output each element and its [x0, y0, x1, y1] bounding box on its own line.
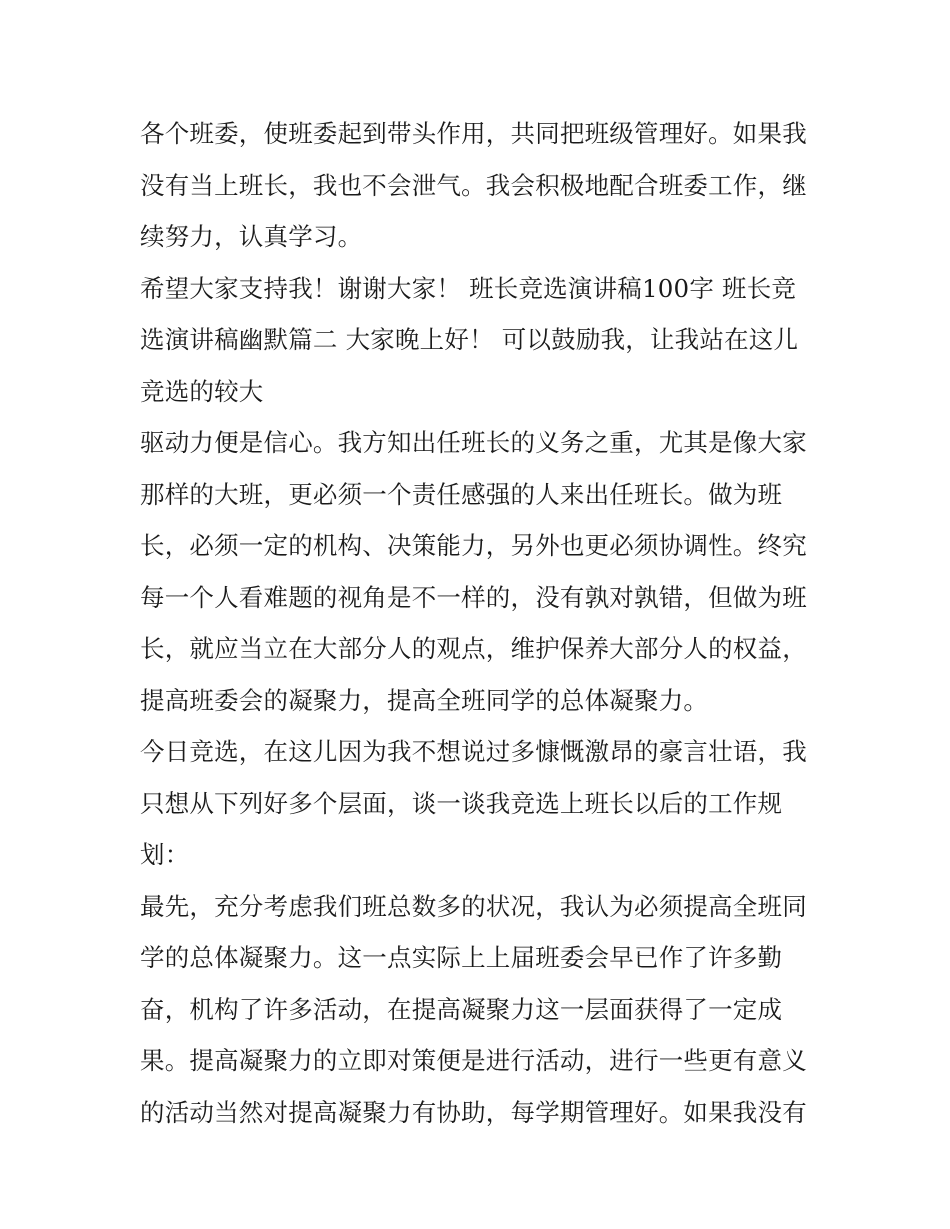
- paragraph-4: 今日竞选，在这儿因为我不想说过多慷慨激昂的豪言壮语，我只想从下列好多个层面，谈一谈我竞选上班长以后的工作规划：: [140, 737, 807, 869]
- paragraph-1: 各个班委，使班委起到带头作用，共同把班级管理好。如果我没有当上班长，我也不会泄气。我会积极地配合班委工作，继续努力，认真学习。: [140, 119, 807, 251]
- paragraph-2: 希望大家支持我！谢谢大家！ 班长竞选演讲稿100字 班长竞选演讲稿幽默篇二 大家晚上好！ 可以鼓励我，让我站在这儿竞选的较大: [140, 273, 799, 406]
- paragraph-5: 最先，充分考虑我们班总数多的状况，我认为必须提高全班同学的总体凝聚力。这一点实际上上届班委会早已作了许多勤奋，机构了许多活动，在提高凝聚力这一层面获得了一定成果。提高凝聚力的立即对策便是进行活动，进行一些更有意义的活动当然对提高凝聚力有协助，每学期管理好。如果我没有: [140, 891, 807, 1127]
- paragraph-3: 驱动力便是信心。我方知出任班长的义务之重，尤其是像大家那样的大班，更必须一个责任感强的人来出任班长。做为班长，必须一定的机构、决策能力，另外也更必须协调性。终究每一个人看难题的视角是不一样的，没有孰对孰错，但做为班长，就应当立在大部分人的观点，维护保养大部分人的权益，提高班委会的凝聚力，提高全班同学的总体凝聚力。: [140, 428, 807, 715]
- document-page: [140, 108, 812, 1138]
